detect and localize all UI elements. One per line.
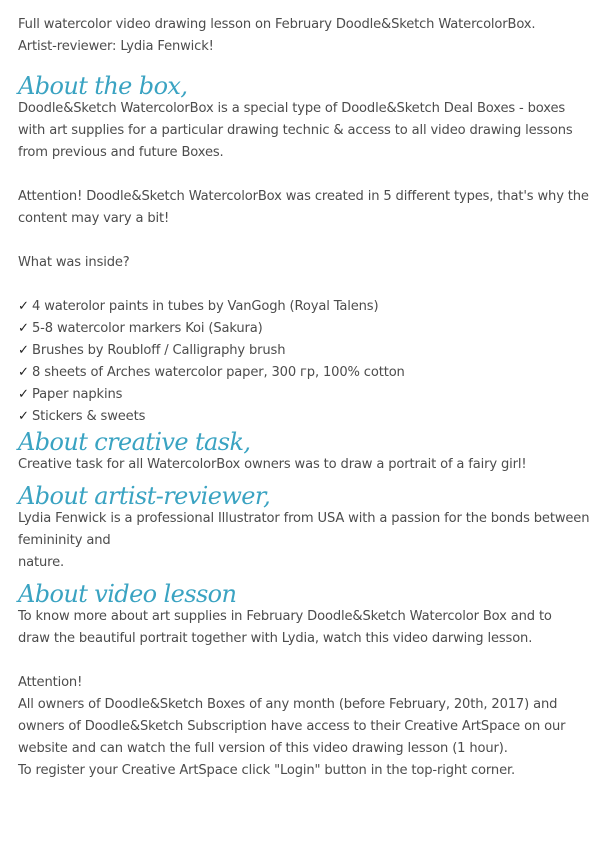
creative-task-text: Creative task for all WatercolorBox owners was to draw a portrait of a fairy girl! <box>18 457 527 472</box>
checkmark-icon: ✓ <box>18 299 29 314</box>
about-box-line-3: from previous and future Boxes. <box>18 145 224 160</box>
video-attention-4: To register your Creative ArtSpace click "Login" button in the top-right corner. <box>18 763 516 778</box>
video-attention-2: owners of Doodle&Sketch Subscription have access to their Creative ArtSpace on our <box>18 719 566 734</box>
spacer <box>18 274 586 296</box>
list-item-text: Brushes by Roubloff / Calligraphy brush <box>32 343 286 358</box>
list-item-text: 8 sheets of Arches watercolor paper, 300 гр, 100% cotton <box>32 365 405 380</box>
creative-task-heading: About creative task, <box>18 428 251 456</box>
video-line-1: To know more about art supplies in February Doodle&Sketch Watercolor Box and to <box>18 609 552 624</box>
video-heading: About video lesson <box>18 580 237 608</box>
article-body <box>18 14 590 782</box>
spacer <box>18 650 586 672</box>
artist-line-2: femininity and <box>18 533 111 548</box>
spacer <box>18 230 586 252</box>
list-item <box>18 340 586 362</box>
about-box-line-2: with art supplies for a particular drawing technic & access to all video drawing lessons <box>18 123 573 138</box>
intro-line-1: Full watercolor video drawing lesson on February Doodle&Sketch WatercolorBox. <box>18 17 536 32</box>
artist-heading: About artist-reviewer, <box>18 482 271 510</box>
spacer <box>18 164 586 186</box>
video-attention-title: Attention! <box>18 675 83 690</box>
checkmark-icon: ✓ <box>18 409 29 424</box>
list-item-text: 5-8 watercolor markers Koi (Sakura) <box>32 321 263 336</box>
list-item <box>18 362 586 384</box>
checkmark-icon: ✓ <box>18 343 29 358</box>
list-item <box>18 406 586 428</box>
about-box-attention-1: Attention! Doodle&Sketch WatercolorBox was created in 5 different types, that's why the <box>18 189 589 204</box>
about-box-attention-2: content may vary a bit! <box>18 211 170 226</box>
video-attention-3: website and can watch the full version of this video drawing lesson (1 hour). <box>18 741 508 756</box>
list-item <box>18 318 586 340</box>
intro-line-2: Artist-reviewer: Lydia Fenwick! <box>18 39 214 54</box>
list-item <box>18 384 586 406</box>
checkmark-icon: ✓ <box>18 387 29 402</box>
list-item-text: Stickers & sweets <box>32 409 146 424</box>
list-item <box>18 296 586 318</box>
list-item-text: Paper napkins <box>32 387 123 402</box>
about-box-line-1: Doodle&Sketch WatercolorBox is a special type of Doodle&Sketch Deal Boxes - boxes <box>18 101 566 116</box>
video-attention-1: All owners of Doodle&Sketch Boxes of any month (before February, 20th, 2017) and <box>18 697 558 712</box>
artist-line-3: nature. <box>18 555 65 570</box>
about-box-heading: About the box, <box>18 72 188 100</box>
list-item-text: 4 waterolor paints in tubes by VanGogh (Royal Talens) <box>32 299 379 314</box>
inside-question: What was inside? <box>18 255 130 270</box>
artist-line-1: Lydia Fenwick is a professional Illustrator from USA with a passion for the bonds between <box>18 511 590 526</box>
video-line-2: draw the beautiful portrait together with Lydia, watch this video darwing lesson. <box>18 631 533 646</box>
box-contents-list <box>18 296 586 428</box>
checkmark-icon: ✓ <box>18 321 29 336</box>
checkmark-icon: ✓ <box>18 365 29 380</box>
